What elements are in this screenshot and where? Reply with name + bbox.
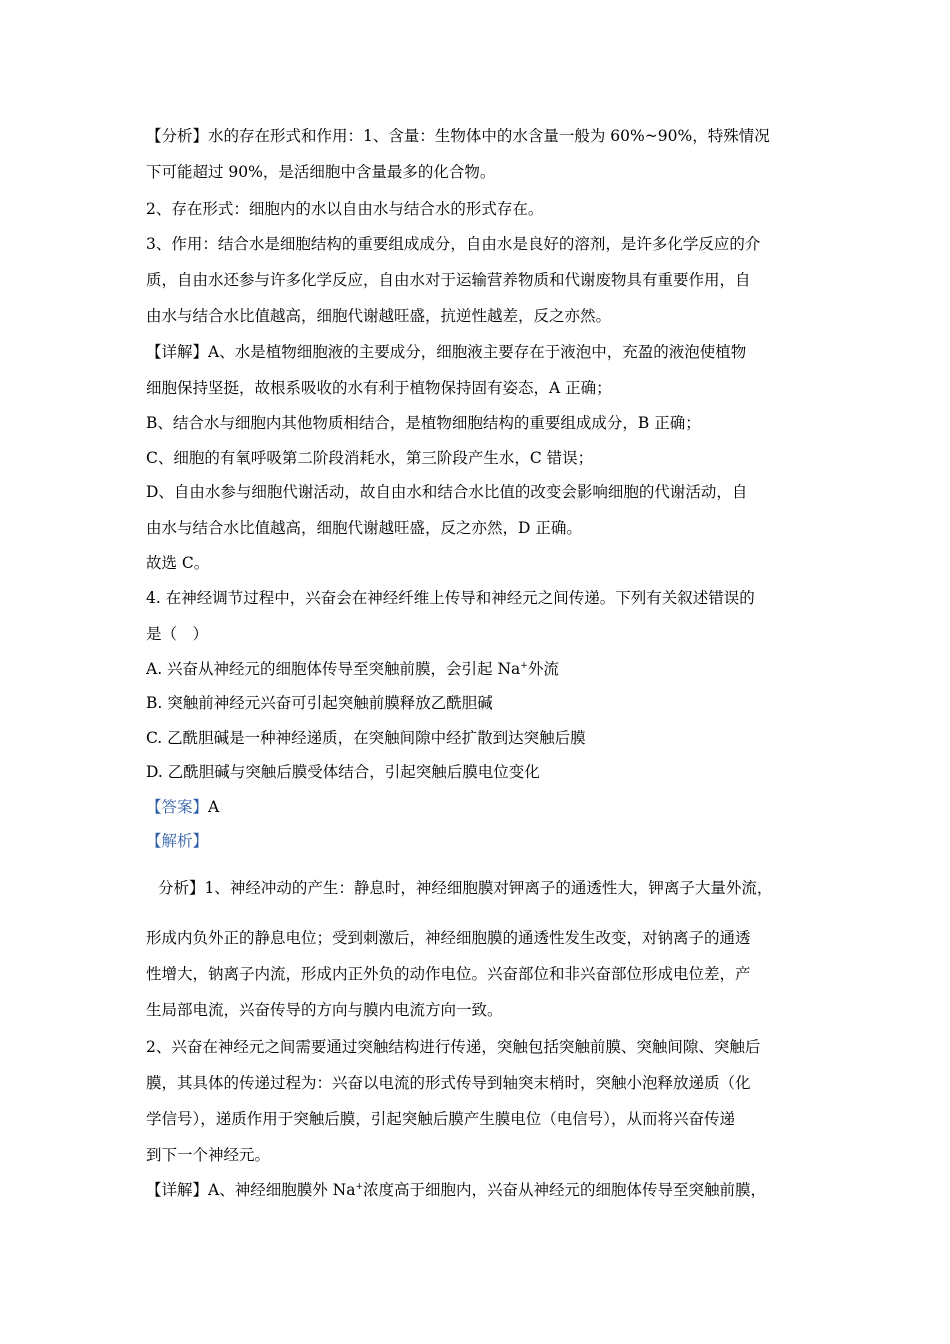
analysis1-line-5: 质，自由水还参与许多化学反应，自由水对于运输营养物质和代谢废物具有重要作用，自 <box>146 271 751 289</box>
analysis2-line-2: 形成内负外正的静息电位；受到刺激后，神经细胞膜的通透性发生改变，对钠离子的通透 <box>146 929 751 947</box>
question4-option-b: B. 突触前神经元兴奋可引起突触前膜释放乙酰胆碱 <box>146 694 493 712</box>
detail1-line-5: D、自由水参与细胞代谢活动，故自由水和结合水比值的改变会影响细胞的代谢活动，自 <box>146 483 748 501</box>
analysis2-line-4: 生局部电流，兴奋传导的方向与膜内电流方向一致。 <box>146 1001 503 1019</box>
analysis-tag: 【分析】 <box>146 127 209 145</box>
detail-tag: 【详解】 <box>146 343 209 361</box>
analysis1-line-4: 3、作用：结合水是细胞结构的重要组成成分，自由水是良好的溶剂，是许多化学反应的介 <box>146 235 761 253</box>
question4-option-c: C. 乙酰胆碱是一种神经递质，在突触间隙中经扩散到达突触后膜 <box>146 729 586 747</box>
detail1-line-4: C、细胞的有氧呼吸第二阶段消耗水，第三阶段产生水，C 错误； <box>146 449 594 467</box>
analysis2-line-8: 到下一个神经元。 <box>146 1146 271 1164</box>
question4-answer <box>146 797 219 817</box>
detail1-line-3: B、结合水与细胞内其他物质相结合，是植物细胞结构的重要组成成分，B 正确； <box>146 414 701 432</box>
analysis2-line-5: 2、兴奋在神经元之间需要通过突触结构进行传递，突触包括突触前膜、突触间隙、突触后 <box>146 1038 761 1056</box>
answer-value: A <box>208 798 220 816</box>
answer-tag: 【答案】 <box>146 798 209 816</box>
analysis1-line-6: 由水与结合水比值越高，细胞代谢越旺盛，抗逆性越差，反之亦然。 <box>146 307 612 325</box>
detail1-line-1: 【详解】A、水是植物细胞液的主要成分，细胞液主要存在于液泡中，充盈的液泡使植物 <box>146 343 747 361</box>
question4-explanation-tag: 【解析】 <box>146 832 209 850</box>
question4-stem-line-1: 4. 在神经调节过程中，兴奋会在神经纤维上传导和神经元之间传递。下列有关叙述错误的 <box>146 589 755 607</box>
analysis1-line-2: 下可能超过 90%，是活细胞中含量最多的化合物。 <box>146 163 496 181</box>
detail1-line-2: 细胞保持坚挺，故根系吸收的水有利于植物保持固有姿态，A 正确； <box>146 379 612 397</box>
question4-option-a: A. 兴奋从神经元的细胞体传导至突触前膜，会引起 Na+外流 <box>146 660 559 678</box>
analysis1-line-1: 【分析】水的存在形式和作用：1、含量：生物体中的水含量一般为 60%~90%，特殊情况 <box>146 127 770 145</box>
detail1-line-6: 由水与结合水比值越高，细胞代谢越旺盛，反之亦然，D 正确。 <box>146 519 582 537</box>
analysis2-line-6: 膜，其具体的传递过程为：兴奋以电流的形式传导到轴突末梢时，突触小泡释放递质（化 <box>146 1074 751 1092</box>
analysis2-line-7: 学信号），递质作用于突触后膜，引起突触后膜产生膜电位（电信号），从而将兴奋传递 <box>146 1110 736 1128</box>
detail2-line-1: 【详解】A、神经细胞膜外 Na+浓度高于细胞内，兴奋从神经元的细胞体传导至突触前膜， <box>146 1181 767 1199</box>
analysis1-line-3: 2、存在形式：细胞内的水以自由水与结合水的形式存在。 <box>146 200 544 218</box>
question4-option-d: D. 乙酰胆碱与突触后膜受体结合，引起突触后膜电位变化 <box>146 763 540 781</box>
analysis2-line-3: 性增大，钠离子内流，形成内正外负的动作电位。兴奋部位和非兴奋部位形成电位差，产 <box>146 965 751 983</box>
analysis2-line-1: 分析】1、神经冲动的产生：静息时，神经细胞膜对钾离子的通透性大，钾离子大量外流， <box>158 879 773 897</box>
detail1-conclusion: 故选 C。 <box>146 554 210 572</box>
detail-tag: 【详解】 <box>146 1181 209 1199</box>
question4-stem-line-2: 是（ ） <box>146 625 209 643</box>
